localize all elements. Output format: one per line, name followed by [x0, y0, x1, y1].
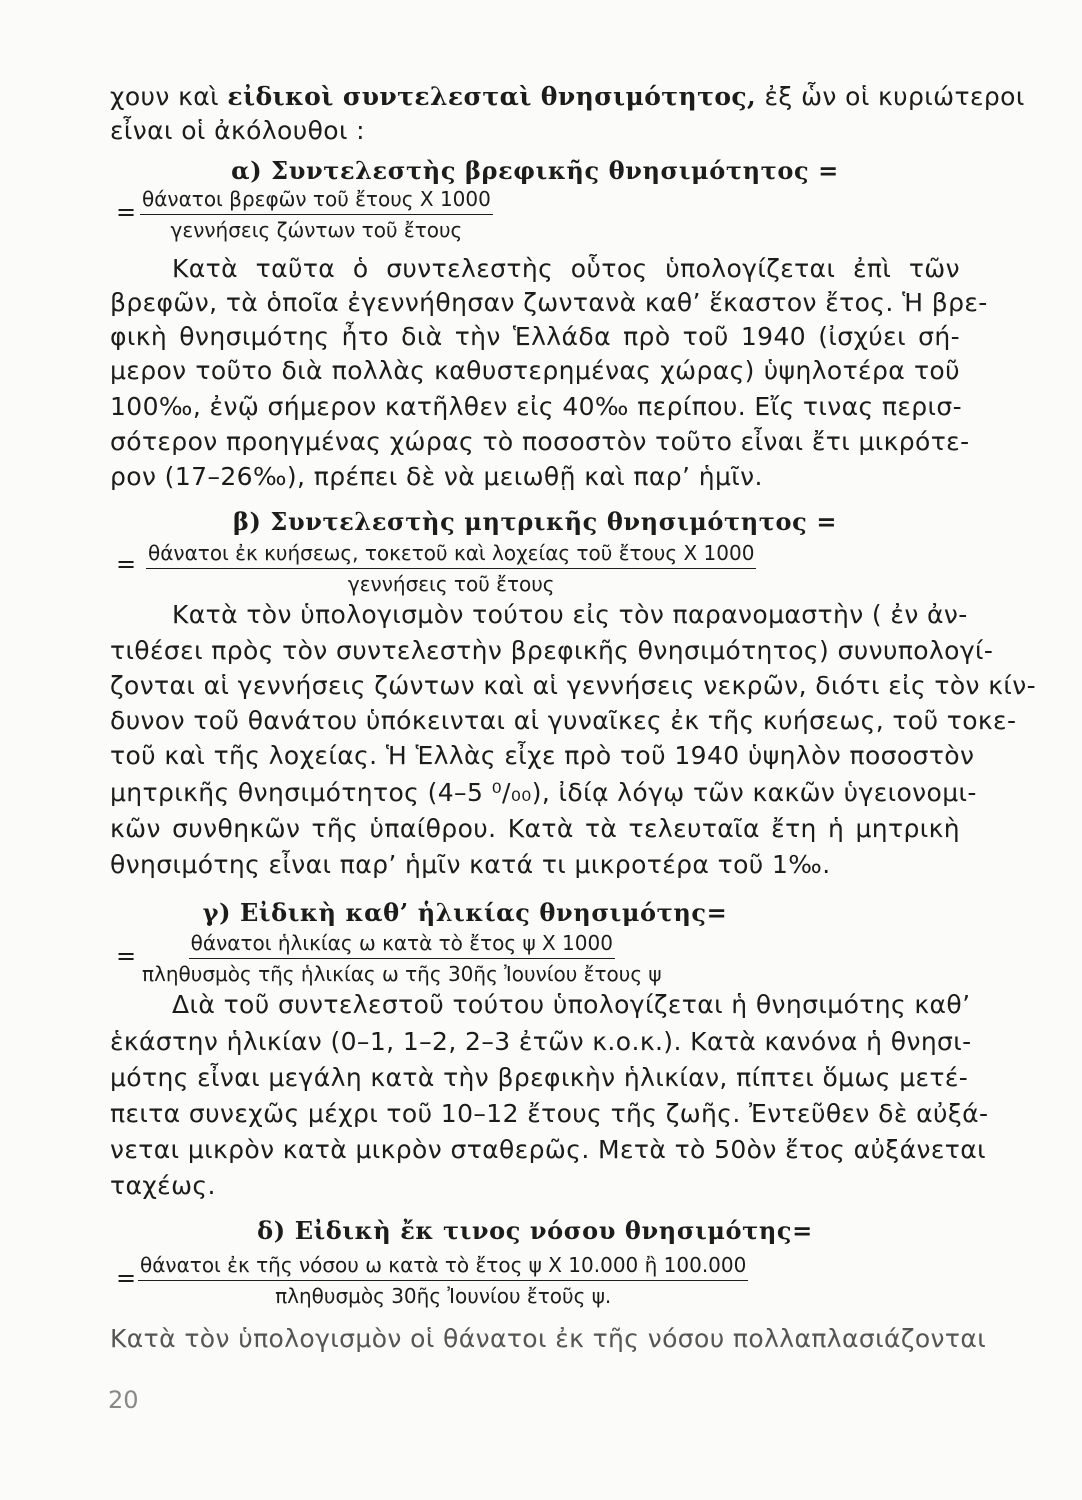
text-line: Διὰ τοῦ συντελεστοῦ τούτου ὑπολογίζεται ἡ θνησιμότης καθ’	[172, 990, 971, 1019]
formula-disease-specific-mortality	[138, 1252, 748, 1309]
text-line: μερον τοῦτο διὰ πολλὰς καθυστερημένας χώρας) ὑψηλοτέρα τοῦ	[110, 356, 960, 385]
text-line: τιθέσει πρὸς τὸν συντελεστὴν βρεφικῆς θνησιμότητος) συνυπολογί-	[110, 636, 994, 665]
formula-maternal-mortality	[146, 540, 756, 597]
formula-heading-age-specific: γ) Εἰδικὴ καθ’ ἡλικίας θνησιμότης=	[202, 898, 728, 927]
text-line: πειτα συνεχῶς μέχρι τοῦ 10–12 ἔτους τῆς ζωῆς. Ἐντεῦθεν δὲ αὐξά-	[110, 1099, 989, 1128]
text-span: ἐξ ὧν οἱ κυριώτεροι	[764, 82, 1025, 111]
fraction-denominator: πληθυσμὸς τῆς ἡλικίας ω τῆς 30ῆς Ἰουνίου ἔτους ψ	[142, 962, 662, 986]
text-line	[110, 80, 1025, 114]
text-line: δυνον τοῦ θανάτου ὑπόκεινται αἱ γυναῖκες ἐκ τῆς κυήσεως, τοῦ τοκε-	[110, 706, 1017, 735]
formula-infant-mortality	[140, 186, 493, 243]
formula-heading-disease-specific: δ) Εἰδικὴ ἔκ τινος νόσου θνησιμότης=	[257, 1216, 813, 1245]
equals-sign: =	[116, 1264, 137, 1292]
equals-sign: =	[116, 550, 137, 578]
text-line: μότης εἶναι μεγάλη κατὰ τὴν βρεφικὴν ἡλικίαν, πίπτει ὅμως μετέ-	[110, 1063, 969, 1092]
bold-term: εἰδικοὶ συντελεσταὶ θνησιμότητος,	[227, 82, 757, 111]
fraction-denominator: πληθυσμὸς 30ῆς Ἰουνίου ἔτοῦς ψ.	[275, 1284, 612, 1308]
formula-heading-infant: α) Συντελεστὴς βρεφικῆς θνησιμότητος =	[231, 156, 839, 185]
equals-sign: =	[116, 942, 137, 970]
text-line: ρον (17–26‰), πρέπει δὲ νὰ μειωθῇ καὶ παρ’ ἡμῖν.	[110, 462, 763, 491]
text-line: σότερον προηγμένας χώρας τὸ ποσοστὸν τοῦτο εἶναι ἔτι μικρότε-	[110, 427, 970, 456]
text-line: Κατὰ τὸν ὑπολογισμὸν οἱ θάνατοι ἐκ τῆς νόσου πολλαπλασιάζονται	[110, 1324, 987, 1353]
text-line: μητρικῆς θνησιμότητος (4–5 ⁰/₀₀), ἰδίᾳ λόγῳ τῶν κακῶν ὑγειονομι-	[110, 778, 977, 807]
fraction-numerator: θάνατοι ἡλικίας ω κατὰ τὸ ἔτος ψ Χ 1000	[189, 930, 615, 959]
text-line: ταχέως.	[110, 1171, 216, 1200]
text-line: Κατὰ ταῦτα ὁ συντελεστὴς οὗτος ὑπολογίζεται ἐπὶ τῶν	[172, 254, 960, 283]
fraction-denominator: γεννήσεις ζώντων τοῦ ἔτους	[170, 218, 463, 242]
text-line: εἶναι οἱ ἀκόλουθοι :	[110, 116, 366, 145]
text-line: νεται μικρὸν κατὰ μικρὸν σταθερῶς. Μετὰ τὸ 50ὸν ἔτος αὐξάνεται	[110, 1135, 986, 1164]
text-line: 100‰, ἐνῷ σήμερον κατῆλθεν εἰς 40‰ περίπου. Εἴς τινας περισ-	[110, 392, 963, 421]
text-line: θνησιμότης εἶναι παρ’ ἡμῖν κατά τι μικροτέρα τοῦ 1‰.	[110, 850, 831, 879]
fraction-numerator: θάνατοι ἐκ τῆς νόσου ω κατὰ τὸ ἔτος ψ Χ 10.000 ἢ 100.000	[138, 1252, 748, 1281]
text-line: κῶν συνθηκῶν τῆς ὑπαίθρου. Κατὰ τὰ τελευταῖα ἔτη ἡ μητρικὴ	[110, 814, 960, 843]
text-span: χουν καὶ	[110, 82, 219, 111]
fraction-numerator: θάνατοι ἐκ κυήσεως, τοκετοῦ καὶ λοχείας τοῦ ἔτους Χ 1000	[146, 540, 756, 569]
text-line: βρεφῶν, τὰ ὁποῖα ἐγεννήθησαν ζωντανὰ καθ’ ἕκαστον ἔτος. Ἡ βρε-	[110, 288, 988, 317]
formula-heading-maternal: β) Συντελεστὴς μητρικῆς θνησιμότητος =	[232, 507, 838, 536]
fraction-denominator: γεννήσεις τοῦ ἔτους	[347, 572, 555, 596]
page-number: 20	[108, 1386, 139, 1414]
text-line: φικὴ θνησιμότης ἦτο διὰ τὴν Ἑλλάδα πρὸ τοῦ 1940 (ἰσχύει σή-	[110, 322, 960, 351]
formula-age-specific-mortality	[142, 930, 662, 987]
text-line: ζονται αἱ γεννήσεις ζώντων καὶ αἱ γεννήσεις νεκρῶν, διότι εἰς τὸν κίν-	[110, 671, 1037, 700]
text-line: ἑκάστην ἡλικίαν (0–1, 1–2, 2–3 ἐτῶν κ.ο.κ.). Κατὰ κανόνα ἡ θνησι-	[110, 1027, 972, 1056]
equals-sign: =	[116, 198, 137, 226]
text-line: Κατὰ τὸν ὑπολογισμὸν τούτου εἰς τὸν παρανομαστὴν ( ἐν ἀν-	[172, 600, 968, 629]
text-line: τοῦ καὶ τῆς λοχείας. Ἡ Ἑλλὰς εἶχε πρὸ τοῦ 1940 ὑψηλὸν ποσοστὸν	[110, 741, 975, 770]
fraction-numerator: θάνατοι βρεφῶν τοῦ ἔτους Χ 1000	[140, 186, 493, 215]
